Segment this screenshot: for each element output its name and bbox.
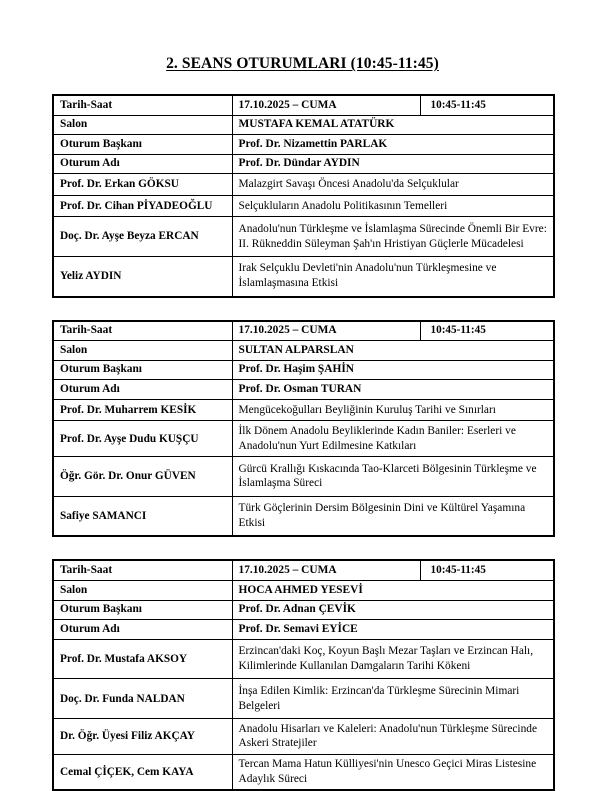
presenter-name: Yeliz AYDIN xyxy=(53,256,232,296)
presentation-topic: Tercan Mama Hatun Külliyesi'nin Unesco Geçici Miras Listesine Adaylık Süreci xyxy=(232,754,554,790)
presenter-name: Cemal ÇİÇEK, Cem KAYA xyxy=(53,754,232,790)
session-time: 10:45-11:45 xyxy=(420,560,554,580)
table-row xyxy=(53,95,554,115)
session-hall: MUSTAFA KEMAL ATATÜRK xyxy=(232,115,554,135)
table-row xyxy=(53,341,554,361)
table-row xyxy=(53,321,554,341)
session-time: 10:45-11:45 xyxy=(420,95,554,115)
presenter-name: Prof. Dr. Cihan PİYADEOĞLU xyxy=(53,195,232,216)
session-date: 17.10.2025 – CUMA xyxy=(232,560,420,580)
label-session-name: Oturum Adı xyxy=(53,620,232,640)
session-name: Prof. Dr. Osman TURAN xyxy=(232,380,554,400)
table-row xyxy=(53,581,554,601)
label-hall: Salon xyxy=(53,341,232,361)
presenter-name: Doç. Dr. Ayşe Beyza ERCAN xyxy=(53,217,232,257)
presentation-topic: Anadolu'nun Türkleşme ve İslamlaşma Sürecinde Önemli Bir Evre: II. Rükneddin Süleyman Şah'ın Hristiyan Güçlerle Mücadelesi xyxy=(232,217,554,257)
session-time: 10:45-11:45 xyxy=(420,321,554,341)
table-row xyxy=(53,620,554,640)
label-session-name: Oturum Adı xyxy=(53,154,232,174)
page-title: 2. SEANS OTURUMLARI (10:45-11:45) xyxy=(166,55,439,72)
presenter-name: Prof. Dr. Muharrem KESİK xyxy=(53,400,232,421)
table-row xyxy=(53,421,554,457)
presentation-topic: İlk Dönem Anadolu Beyliklerinde Kadın Baniler: Eserleri ve Anadolu'nun Yurt Edilmesine Katkıları xyxy=(232,421,554,457)
table-row xyxy=(53,400,554,421)
table-row xyxy=(53,719,554,755)
table-row xyxy=(53,195,554,216)
label-chair: Oturum Başkanı xyxy=(53,600,232,620)
session-name: Prof. Dr. Semavi EYİCE xyxy=(232,620,554,640)
presenter-name: Prof. Dr. Erkan GÖKSU xyxy=(53,174,232,195)
table-row xyxy=(53,754,554,790)
presentation-topic: Malazgirt Savaşı Öncesi Anadolu'da Selçuklular xyxy=(232,174,554,195)
table-row xyxy=(53,380,554,400)
presenter-name: Safiye SAMANCI xyxy=(53,496,232,536)
session-table-2 xyxy=(52,320,555,538)
label-session-name: Oturum Adı xyxy=(53,380,232,400)
presentation-topic: Erzincan'daki Koç, Koyun Başlı Mezar Taşları ve Erzincan Halı, Kilimlerinde Kullanılan Damgaların Tarihi Kökeni xyxy=(232,639,554,679)
table-row xyxy=(53,360,554,380)
table-row xyxy=(53,639,554,679)
presentation-topic: Mengücekoğulları Beyliğinin Kuruluş Tarihi ve Sınırları xyxy=(232,400,554,421)
presentation-topic: Anadolu Hisarları ve Kaleleri: Anadolu'nun Türkleşme Sürecinde Askeri Stratejiler xyxy=(232,719,554,755)
session-hall: HOCA AHMED YESEVİ xyxy=(232,581,554,601)
presenter-name: Doç. Dr. Funda NALDAN xyxy=(53,679,232,719)
label-date-time: Tarih-Saat xyxy=(53,321,232,341)
session-chair: Prof. Dr. Adnan ÇEVİK xyxy=(232,600,554,620)
session-date: 17.10.2025 – CUMA xyxy=(232,95,420,115)
session-date: 17.10.2025 – CUMA xyxy=(232,321,420,341)
label-date-time: Tarih-Saat xyxy=(53,560,232,580)
table-row xyxy=(53,600,554,620)
presentation-topic: Gürcü Krallığı Kıskacında Tao-Klarceti Bölgesinin Türkleşme ve İslamlaşma Süreci xyxy=(232,457,554,497)
presentation-topic: Türk Göçlerinin Dersim Bölgesinin Dini ve Kültürel Yaşamına Etkisi xyxy=(232,496,554,536)
session-chair: Prof. Dr. Nizamettin PARLAK xyxy=(232,135,554,155)
presenter-name: Prof. Dr. Ayşe Dudu KUŞÇU xyxy=(53,421,232,457)
session-chair: Prof. Dr. Haşim ŞAHİN xyxy=(232,360,554,380)
table-row xyxy=(53,560,554,580)
presenter-name: Öğr. Gör. Dr. Onur GÜVEN xyxy=(53,457,232,497)
presenter-name: Prof. Dr. Mustafa AKSOY xyxy=(53,639,232,679)
label-date-time: Tarih-Saat xyxy=(53,95,232,115)
label-chair: Oturum Başkanı xyxy=(53,360,232,380)
presentation-topic: Irak Selçuklu Devleti'nin Anadolu'nun Türkleşmesine ve İslamlaşmasına Etkisi xyxy=(232,256,554,296)
presentation-topic: İnşa Edilen Kimlik: Erzincan'da Türkleşme Sürecinin Mimari Belgeleri xyxy=(232,679,554,719)
table-row xyxy=(53,256,554,296)
presenter-name: Dr. Öğr. Üyesi Filiz AKÇAY xyxy=(53,719,232,755)
table-row xyxy=(53,679,554,719)
session-table-3 xyxy=(52,559,555,791)
table-row xyxy=(53,217,554,257)
session-name: Prof. Dr. Dündar AYDIN xyxy=(232,154,554,174)
table-row xyxy=(53,496,554,536)
presentation-topic: Selçukluların Anadolu Politikasının Temelleri xyxy=(232,195,554,216)
table-row xyxy=(53,154,554,174)
table-row xyxy=(53,174,554,195)
session-table-1 xyxy=(52,94,555,298)
table-row xyxy=(53,115,554,135)
table-row xyxy=(53,457,554,497)
label-hall: Salon xyxy=(53,581,232,601)
label-hall: Salon xyxy=(53,115,232,135)
session-hall: SULTAN ALPARSLAN xyxy=(232,341,554,361)
table-row xyxy=(53,135,554,155)
label-chair: Oturum Başkanı xyxy=(53,135,232,155)
